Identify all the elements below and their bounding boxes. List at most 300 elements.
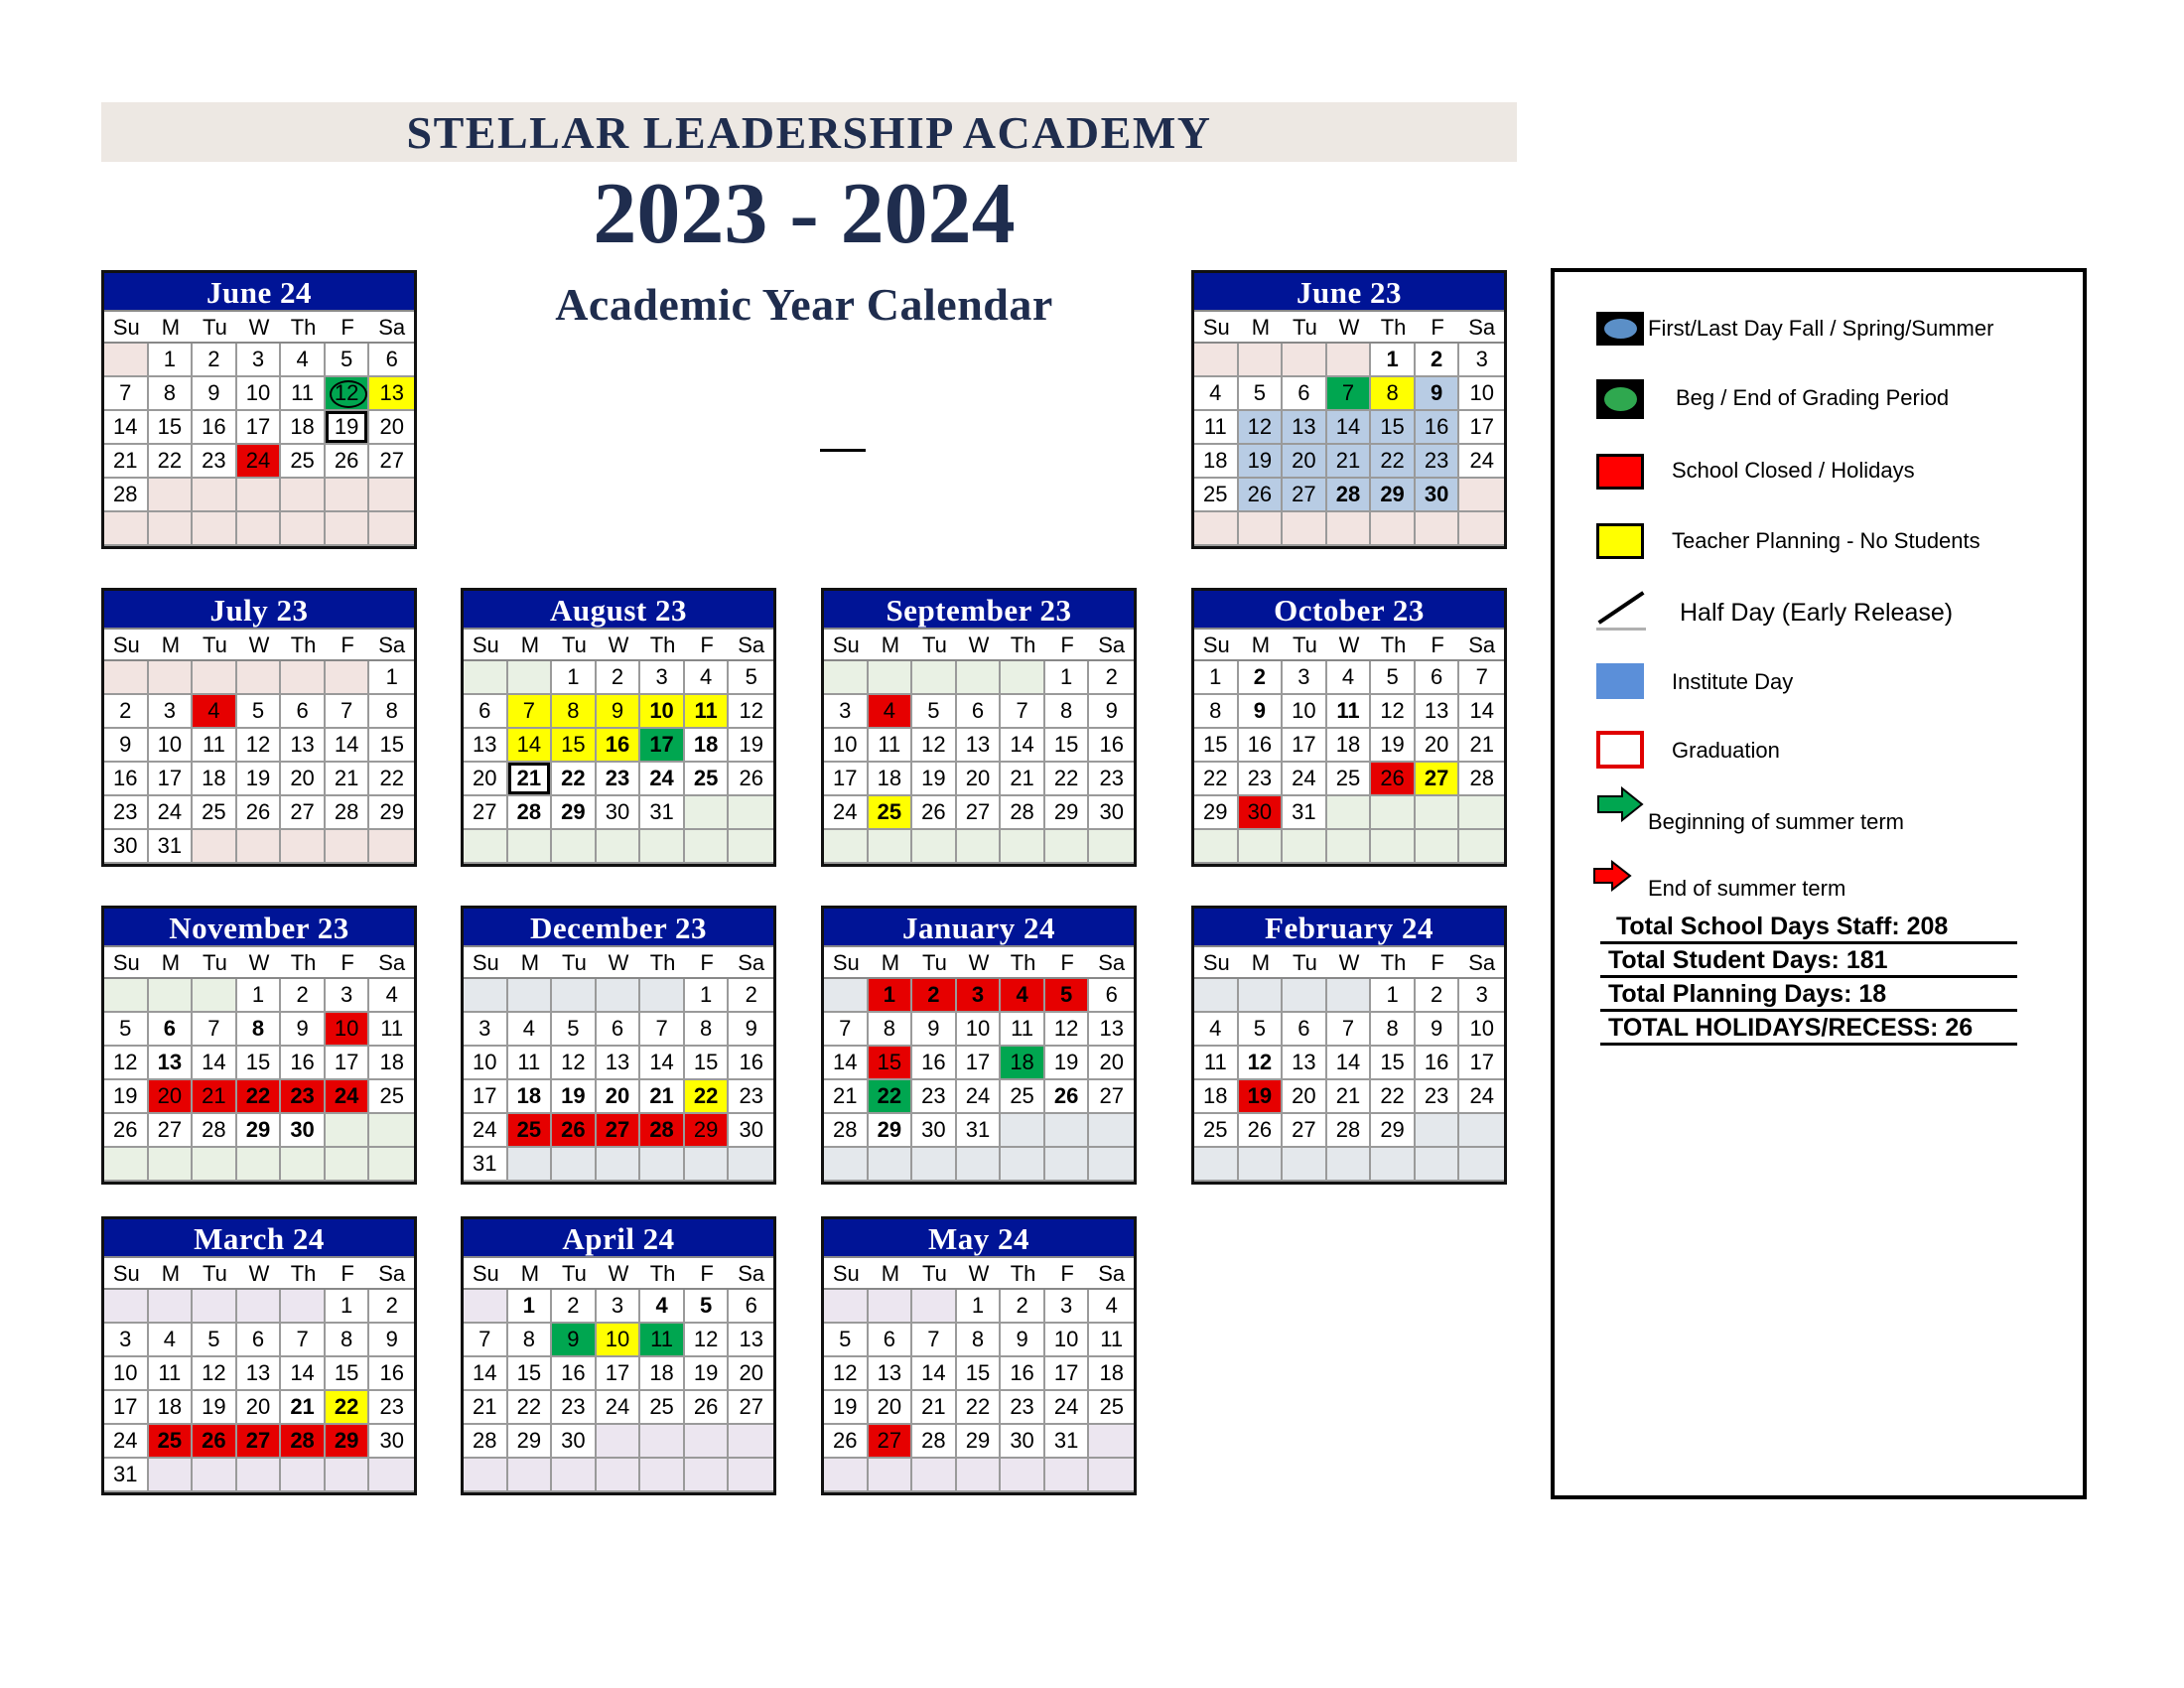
weekday-label: M [1239,947,1284,977]
day-cell: 27 [237,1425,282,1459]
day-cell: 17 [1283,729,1327,763]
day-cell: 4 [369,979,414,1013]
day-cell: 9 [912,1013,957,1047]
month-title: May 24 [824,1219,1134,1256]
day-grid [464,1290,773,1492]
empty-day-cell [1194,344,1239,377]
day-cell: 20 [957,763,1002,796]
empty-day-cell [869,1148,913,1182]
empty-day-cell [1416,512,1460,546]
empty-day-cell [912,830,957,864]
day-cell: 7 [464,1324,508,1357]
month-february-24 [1191,906,1507,1185]
weekday-label: Su [104,1258,149,1288]
empty-day-cell [464,979,508,1013]
day-cell: 11 [1089,1324,1134,1357]
weekday-label: Tu [1283,947,1327,977]
empty-day-cell [597,979,641,1013]
empty-day-cell [104,1290,149,1324]
empty-day-cell [281,479,326,512]
empty-day-cell [1327,979,1372,1013]
day-cell: 28 [1327,479,1372,512]
day-cell: 9 [597,695,641,729]
day-cell: 5 [237,695,282,729]
weekday-label: W [957,630,1002,659]
day-cell: 19 [1239,1080,1284,1114]
empty-day-cell [1459,1114,1504,1148]
weekday-label: W [957,947,1002,977]
day-cell: 20 [281,763,326,796]
day-cell: 2 [369,1290,414,1324]
day-cell: 11 [281,377,326,411]
empty-day-cell [1416,1148,1460,1182]
weekday-label: Tu [912,947,957,977]
day-cell: 12 [104,1047,149,1080]
legend-grading-label: Beg / End of Grading Period [1676,385,1950,410]
day-cell: 26 [193,1425,237,1459]
day-cell: 3 [824,695,869,729]
weekday-label: Tu [552,947,597,977]
weekday-label: W [597,1258,641,1288]
day-cell: 21 [640,1080,685,1114]
day-grid [104,344,414,546]
day-cell: 14 [1459,695,1504,729]
month-october-23 [1191,588,1507,867]
empty-day-cell [1459,830,1504,864]
day-cell: 24 [1283,763,1327,796]
empty-day-cell [1239,979,1284,1013]
day-cell: 5 [824,1324,869,1357]
weekday-label: Su [1194,312,1239,342]
empty-day-cell [326,479,370,512]
day-cell: 4 [640,1290,685,1324]
empty-day-cell [1283,979,1327,1013]
day-cell: 22 [326,1391,370,1425]
day-cell: 22 [1045,763,1090,796]
day-cell: 27 [1283,1114,1327,1148]
weekday-label: Th [281,1258,326,1288]
day-cell: 30 [104,830,149,864]
day-cell: 29 [957,1425,1002,1459]
weekday-label: Sa [369,947,414,977]
day-cell: 6 [369,344,414,377]
empty-day-cell [912,1459,957,1492]
day-cell: 3 [1283,661,1327,695]
day-cell: 4 [149,1324,194,1357]
weekday-label: Th [281,312,326,342]
day-cell: 23 [552,1391,597,1425]
empty-day-cell [1045,1459,1090,1492]
day-cell: 4 [193,695,237,729]
weekday-label: W [597,630,641,659]
day-cell: 11 [193,729,237,763]
day-cell: 1 [869,979,913,1013]
day-cell: 5 [1045,979,1090,1013]
day-cell: 16 [1001,1357,1045,1391]
legend-first-last-label: First/Last Day Fall / Spring/Summer [1648,316,1994,341]
day-cell: 20 [1283,1080,1327,1114]
day-cell: 29 [1371,1114,1416,1148]
weekday-label: Su [464,630,508,659]
day-cell: 20 [369,411,414,445]
day-cell: 23 [597,763,641,796]
empty-day-cell [824,1148,869,1182]
weekday-label: Su [104,630,149,659]
day-cell: 8 [369,695,414,729]
day-cell: 28 [1327,1114,1372,1148]
empty-day-cell [824,979,869,1013]
day-cell: 21 [281,1391,326,1425]
empty-day-cell [729,1425,773,1459]
day-cell: 24 [326,1080,370,1114]
day-cell: 19 [552,1080,597,1114]
day-cell: 6 [869,1324,913,1357]
weekday-label: Su [824,1258,869,1288]
day-grid [824,979,1134,1182]
empty-day-cell [149,1148,194,1182]
day-cell: 1 [237,979,282,1013]
day-cell: 22 [369,763,414,796]
day-cell: 4 [685,661,730,695]
day-cell: 31 [464,1148,508,1182]
day-cell: 29 [552,796,597,830]
day-cell: 21 [1001,763,1045,796]
day-cell: 1 [326,1290,370,1324]
weekday-label: M [149,947,194,977]
day-cell: 1 [1371,344,1416,377]
weekday-label: Su [824,947,869,977]
day-cell: 11 [369,1013,414,1047]
day-cell: 26 [912,796,957,830]
day-cell: 25 [1001,1080,1045,1114]
day-cell: 3 [957,979,1002,1013]
empty-day-cell [1089,1148,1134,1182]
weekday-label: W [597,947,641,977]
day-cell: 15 [1045,729,1090,763]
empty-day-cell [104,344,149,377]
day-cell: 30 [912,1114,957,1148]
weekday-label: W [1327,947,1372,977]
day-cell: 22 [1371,445,1416,479]
day-cell: 5 [1239,377,1284,411]
empty-day-cell [464,1290,508,1324]
weekday-label: F [326,1258,370,1288]
weekday-label: Th [1001,1258,1045,1288]
empty-day-cell [1327,1148,1372,1182]
grading-period-icon [1596,379,1644,419]
weekday-label: Sa [1459,947,1504,977]
empty-day-cell [1371,796,1416,830]
empty-day-cell [640,830,685,864]
day-cell: 14 [1327,411,1372,445]
weekday-label: M [149,1258,194,1288]
weekday-row [824,1256,1134,1290]
day-cell: 15 [1371,411,1416,445]
day-cell: 16 [1239,729,1284,763]
day-cell: 25 [508,1114,553,1148]
day-cell: 27 [464,796,508,830]
weekday-row [1194,945,1504,979]
month-title: January 24 [824,909,1134,945]
legend-planning-label: Teacher Planning - No Students [1672,528,1980,553]
day-cell: 15 [237,1047,282,1080]
day-cell: 20 [1416,729,1460,763]
legend-closed-label: School Closed / Holidays [1672,458,1915,483]
weekday-label: Sa [1089,947,1134,977]
day-cell: 10 [597,1324,641,1357]
day-cell: 7 [508,695,553,729]
month-may-24 [821,1216,1137,1495]
day-cell: 10 [824,729,869,763]
day-cell: 5 [1239,1013,1284,1047]
empty-day-cell [912,1290,957,1324]
empty-day-cell [193,1148,237,1182]
day-cell: 26 [1371,763,1416,796]
weekday-label: Tu [912,630,957,659]
day-cell: 27 [281,796,326,830]
day-cell: 30 [281,1114,326,1148]
empty-day-cell [193,661,237,695]
day-cell: 30 [1416,479,1460,512]
day-cell: 15 [508,1357,553,1391]
day-cell: 19 [824,1391,869,1425]
day-cell: 25 [1327,763,1372,796]
day-cell: 19 [1045,1047,1090,1080]
day-cell: 23 [193,445,237,479]
empty-day-cell [1459,479,1504,512]
empty-day-cell [1045,830,1090,864]
day-cell: 9 [1239,695,1284,729]
day-cell: 2 [1416,979,1460,1013]
day-cell: 14 [640,1047,685,1080]
empty-day-cell [1283,830,1327,864]
day-cell: 6 [1283,1013,1327,1047]
weekday-label: F [685,630,730,659]
month-title: June 23 [1194,273,1504,310]
day-cell: 8 [957,1324,1002,1357]
weekday-label: W [237,947,282,977]
day-cell: 16 [729,1047,773,1080]
day-grid [104,661,414,864]
day-cell: 12 [912,729,957,763]
day-cell: 26 [552,1114,597,1148]
day-cell: 11 [869,729,913,763]
empty-day-cell [824,1290,869,1324]
day-cell: 9 [1089,695,1134,729]
day-cell: 7 [1001,695,1045,729]
weekday-label: Th [1371,312,1416,342]
day-cell: 23 [1001,1391,1045,1425]
empty-day-cell [640,1148,685,1182]
day-grid [1194,979,1504,1182]
empty-day-cell [326,1459,370,1492]
day-cell: 13 [464,729,508,763]
day-cell: 15 [1194,729,1239,763]
month-august-23 [461,588,776,867]
weekday-label: F [1045,1258,1090,1288]
day-grid [824,661,1134,864]
day-cell: 23 [1089,763,1134,796]
day-cell: 25 [869,796,913,830]
day-cell: 5 [685,1290,730,1324]
day-cell: 23 [281,1080,326,1114]
empty-day-cell [1239,1148,1284,1182]
empty-day-cell [824,1459,869,1492]
day-cell: 14 [104,411,149,445]
day-cell: 24 [237,445,282,479]
day-cell: 3 [640,661,685,695]
day-cell: 13 [149,1047,194,1080]
weekday-label: Tu [193,312,237,342]
weekday-row [464,628,773,661]
empty-day-cell [552,1148,597,1182]
day-cell: 12 [1239,1047,1284,1080]
empty-day-cell [149,1290,194,1324]
legend-summer-end-label: End of summer term [1648,876,1846,901]
empty-day-cell [369,479,414,512]
day-cell: 21 [326,763,370,796]
empty-day-cell [1089,1114,1134,1148]
weekday-label: Th [1001,947,1045,977]
day-cell: 25 [193,796,237,830]
day-cell: 29 [1045,796,1090,830]
day-cell: 8 [149,377,194,411]
empty-day-cell [729,1459,773,1492]
empty-day-cell [237,830,282,864]
empty-day-cell [326,661,370,695]
day-cell: 10 [149,729,194,763]
empty-day-cell [1239,512,1284,546]
empty-day-cell [1001,830,1045,864]
empty-day-cell [869,1459,913,1492]
empty-day-cell [193,1290,237,1324]
day-cell: 3 [1045,1290,1090,1324]
day-cell: 20 [237,1391,282,1425]
day-cell: 20 [597,1080,641,1114]
day-cell: 14 [1327,1047,1372,1080]
empty-day-cell [237,479,282,512]
day-cell: 11 [1194,411,1239,445]
weekday-row [1194,628,1504,661]
day-cell: 23 [369,1391,414,1425]
day-cell: 13 [1283,1047,1327,1080]
day-cell: 4 [869,695,913,729]
weekday-label: Tu [1283,312,1327,342]
day-cell: 8 [1045,695,1090,729]
day-cell: 2 [729,979,773,1013]
day-cell: 11 [1327,695,1372,729]
empty-day-cell [149,979,194,1013]
month-title: February 24 [1194,909,1504,945]
weekday-label: Su [464,947,508,977]
empty-day-cell [552,830,597,864]
day-cell: 27 [1283,479,1327,512]
day-cell: 19 [104,1080,149,1114]
empty-day-cell [1416,1114,1460,1148]
day-cell: 10 [1459,377,1504,411]
empty-day-cell [104,979,149,1013]
day-cell: 6 [1416,661,1460,695]
day-cell: 28 [508,796,553,830]
dash-mark [820,449,866,452]
day-grid [464,661,773,864]
day-cell: 23 [1416,445,1460,479]
day-cell: 31 [149,830,194,864]
empty-day-cell [1194,979,1239,1013]
day-cell: 12 [326,377,370,411]
weekday-label: Su [824,630,869,659]
day-cell: 15 [326,1357,370,1391]
day-cell: 19 [326,411,370,445]
day-cell: 17 [597,1357,641,1391]
day-cell: 24 [957,1080,1002,1114]
empty-day-cell [281,1148,326,1182]
day-cell: 29 [685,1114,730,1148]
day-cell: 6 [1089,979,1134,1013]
day-grid [464,979,773,1182]
day-cell: 16 [1416,411,1460,445]
day-cell: 30 [1001,1425,1045,1459]
day-cell: 24 [1459,1080,1504,1114]
day-cell: 27 [369,445,414,479]
total-staff-days: Total School Days Staff: 208 [1600,913,2017,944]
empty-day-cell [326,1114,370,1148]
weekday-row [464,1256,773,1290]
day-cell: 7 [104,377,149,411]
day-cell: 15 [869,1047,913,1080]
weekday-label: W [1327,630,1372,659]
day-cell: 9 [552,1324,597,1357]
month-title: April 24 [464,1219,773,1256]
day-cell: 18 [1194,1080,1239,1114]
day-cell: 21 [1459,729,1504,763]
day-cell: 17 [149,763,194,796]
empty-day-cell [1194,512,1239,546]
day-cell: 19 [1371,729,1416,763]
day-cell: 10 [104,1357,149,1391]
day-cell: 27 [729,1391,773,1425]
weekday-label: Tu [552,1258,597,1288]
day-cell: 28 [104,479,149,512]
weekday-label: W [237,312,282,342]
day-cell: 11 [149,1357,194,1391]
day-cell: 13 [281,729,326,763]
weekday-label: Tu [1283,630,1327,659]
weekday-label: Th [1371,947,1416,977]
day-cell: 22 [957,1391,1002,1425]
day-cell: 18 [685,729,730,763]
weekday-row [104,1256,414,1290]
day-cell: 7 [824,1013,869,1047]
day-cell: 26 [237,796,282,830]
day-cell: 31 [104,1459,149,1492]
day-cell: 30 [1089,796,1134,830]
empty-day-cell [237,512,282,546]
day-cell: 19 [912,763,957,796]
empty-day-cell [1001,661,1045,695]
day-cell: 11 [685,695,730,729]
day-cell: 3 [326,979,370,1013]
weekday-label: Th [1371,630,1416,659]
day-cell: 9 [1416,377,1460,411]
day-cell: 24 [1045,1391,1090,1425]
day-cell: 7 [193,1013,237,1047]
day-cell: 16 [912,1047,957,1080]
day-cell: 4 [1194,377,1239,411]
weekday-label: F [685,1258,730,1288]
day-cell: 23 [729,1080,773,1114]
month-march-24 [101,1216,417,1495]
